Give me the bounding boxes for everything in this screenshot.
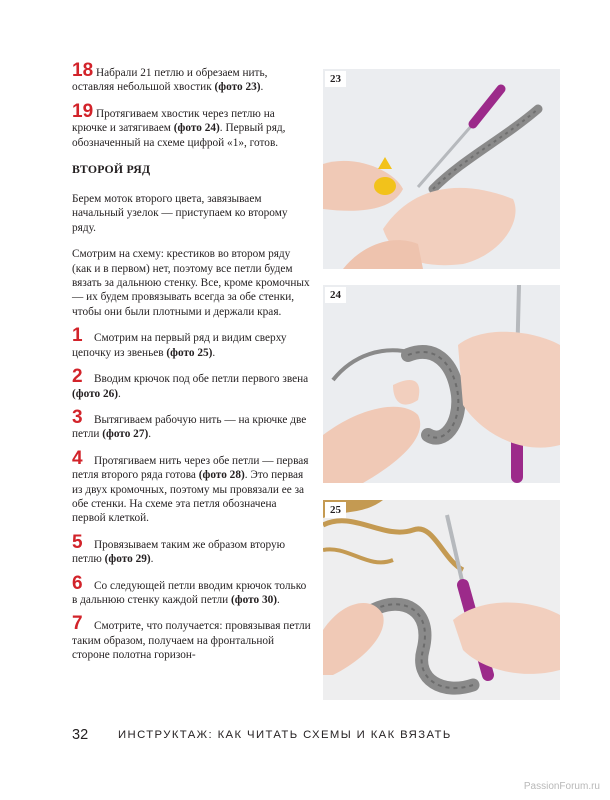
step-text xyxy=(72,538,312,567)
step-number: 3 xyxy=(72,406,83,428)
step-number: 6 xyxy=(72,572,83,594)
step-number: 4 xyxy=(72,447,83,469)
photo-reference: (фото 29) xyxy=(104,553,151,566)
page-number: 32 xyxy=(72,727,89,743)
photo-reference: (фото 23) xyxy=(214,81,261,94)
step-text-segment: Вытягиваем рабочую нить — на крючке две петли xyxy=(72,413,307,441)
step-text-segment: . xyxy=(277,593,280,606)
steps-list xyxy=(72,325,312,662)
step-text-segment: Протягиваем нить через обе петли — первая петля второго ряда готова xyxy=(72,454,309,482)
step-text-segment: . Первый ряд, обозначенный на схеме цифрой «1», готов. xyxy=(72,122,286,149)
text-column xyxy=(72,60,312,675)
step-number: 7 xyxy=(72,613,83,635)
photo-23-label: 23 xyxy=(325,71,346,87)
photo-reference: (фото 27) xyxy=(102,428,149,441)
step-number: 18 xyxy=(72,60,94,81)
step-text-segment: . xyxy=(260,81,264,94)
step-3 xyxy=(72,406,312,442)
step-2 xyxy=(72,366,312,401)
step-6 xyxy=(72,572,312,608)
step-number: 1 xyxy=(72,325,83,347)
step-19 xyxy=(72,100,312,150)
step-text-segment: Протягиваем хвостик через петлю на крючке и затягиваем xyxy=(72,107,275,135)
step-18 xyxy=(72,60,312,95)
running-title: ИНСТРУКТАЖ: КАК ЧИТАТЬ СХЕМЫ И КАК ВЯЗАТЬ xyxy=(118,729,452,741)
photo-24-illustration xyxy=(323,285,560,483)
step-7 xyxy=(72,613,312,662)
photo-reference: (фото 26) xyxy=(72,387,119,400)
step-text xyxy=(72,579,312,608)
step-number: 2 xyxy=(72,366,83,388)
photo-reference: (фото 28) xyxy=(198,469,245,482)
photo-25 xyxy=(323,500,560,700)
section-heading: ВТОРОЙ РЯД xyxy=(72,162,151,177)
step-text-segment: . Это первая из двух кромочных, поэтому мы провязали ее за обе стенки. На схеме эта петля обозначена первой клеткой. xyxy=(72,469,305,525)
step-text-segment: Смотрите, что получается: провязывая петли таким образом, получаем на фронтальной стороне полотна горизон- xyxy=(72,620,311,662)
yellow-ring-icon xyxy=(374,177,396,195)
step-text-segment: Вводим крючок под обе петли первого звена xyxy=(94,373,309,386)
watermark: PassionForum.ru xyxy=(523,781,600,792)
intro-paragraph: Берем моток второго цвета, завязываем начальный узелок — приступаем ко второму ряду. xyxy=(72,193,288,234)
photo-24 xyxy=(323,285,560,483)
photo-reference: (фото 30) xyxy=(231,593,278,606)
step-text-segment: . xyxy=(148,428,152,441)
step-text xyxy=(72,331,312,360)
step-number: 19 xyxy=(72,100,94,122)
step-text-segment: Набрали 21 петлю и обрезаем нить, оставляя небольшой хвостик xyxy=(72,67,268,94)
step-text-segment: Со следующей петли вводим крючок только в дальнюю стенку каждой петли xyxy=(72,579,307,606)
photo-23-illustration xyxy=(323,69,560,269)
photo-reference: (фото 24) xyxy=(173,122,220,135)
step-text xyxy=(72,454,312,526)
intro-paragraphs xyxy=(72,192,312,319)
step-number: 5 xyxy=(72,531,83,553)
step-text xyxy=(72,372,312,401)
step-5 xyxy=(72,531,312,567)
step-text-segment: . xyxy=(150,553,154,566)
page-footer xyxy=(72,727,552,747)
step-text-segment: Смотрим на первый ряд и видим сверху цепочку из звеньев xyxy=(72,332,287,359)
photo-reference: (фото 25) xyxy=(166,346,213,359)
steps-top xyxy=(72,60,312,150)
step-text-segment: . xyxy=(118,387,121,400)
step-text xyxy=(72,107,312,150)
step-text-segment: . xyxy=(212,346,216,359)
step-text xyxy=(72,619,312,662)
step-text-segment: Провязываем таким же образом вторую петлю xyxy=(72,538,286,566)
step-text xyxy=(72,413,312,442)
photo-24-label: 24 xyxy=(325,287,346,303)
intro-paragraph: Смотрим на схему: крестиков во втором ряду (как и в первом) нет, поэтому все петли будем вязать за дальнюю стенку. Все, кроме кромочных — их будем провязывать всегда за обе стенки, чтобы они были плотными и держали края. xyxy=(72,248,310,318)
photo-25-illustration xyxy=(323,500,560,700)
step-4 xyxy=(72,447,312,526)
photo-25-label: 25 xyxy=(325,502,346,518)
photo-23 xyxy=(323,69,560,269)
step-text xyxy=(72,66,312,95)
step-1 xyxy=(72,325,312,360)
